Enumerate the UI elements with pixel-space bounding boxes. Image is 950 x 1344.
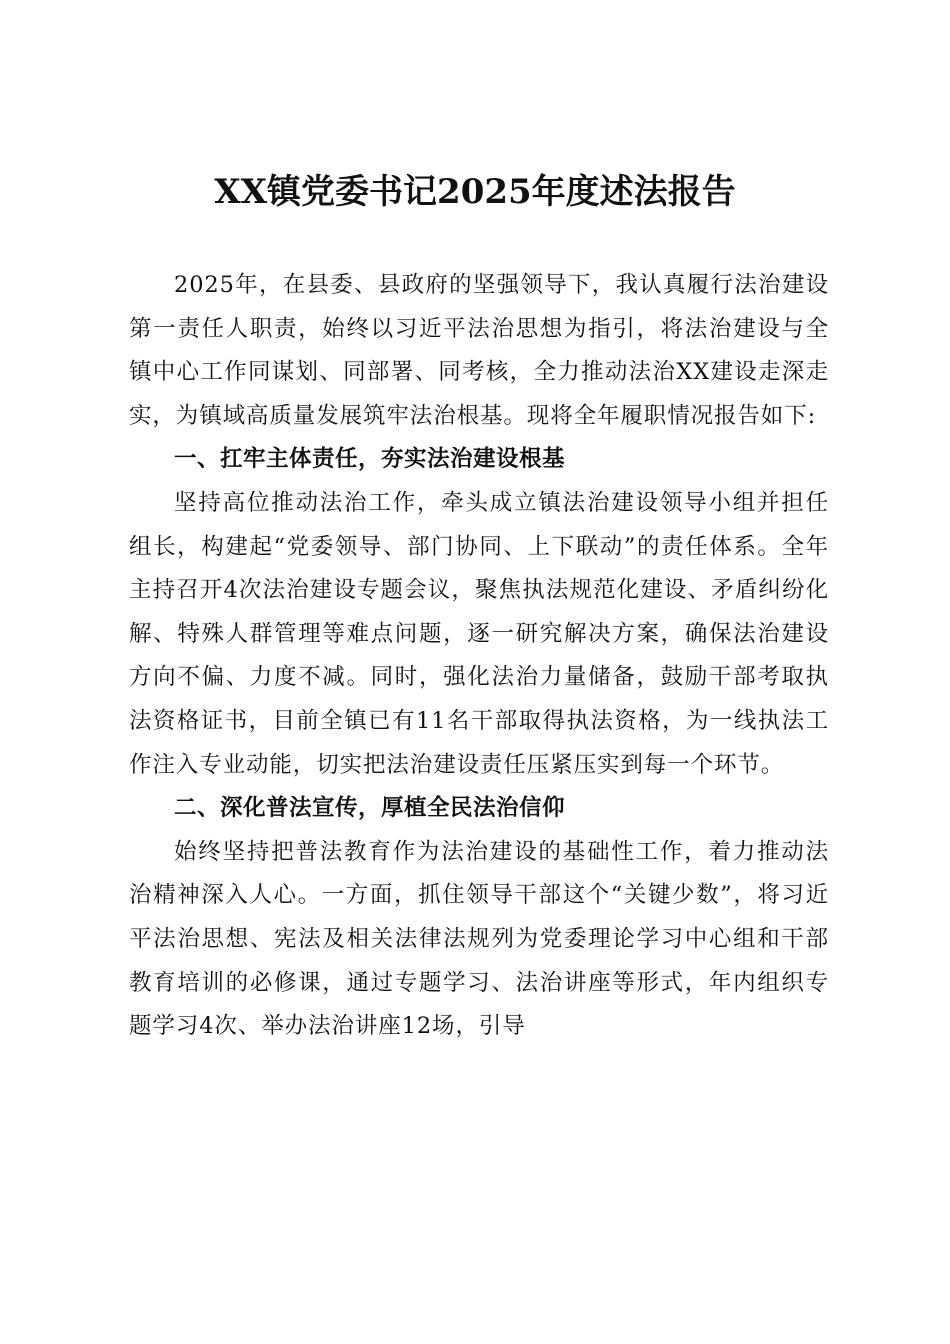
section-2-paragraph: 始终坚持把普法教育作为法治建设的基础性工作，着力推动法治精神深入人心。一方面，抓住领导干部这个“关键少数”，将习近平法治思想、宪法及相关法律法规列为党委理论学习中心组和干部教育培训的必修课，通过专题学习、法治讲座等形式，年内组织专题学习4次、举办法治讲座12场，引导 <box>129 838 829 1040</box>
intro-paragraph: 2025年，在县委、县政府的坚强领导下，我认真履行法治建设第一责任人职责，始终以习近平法治思想为指引，将法治建设与全镇中心工作同谋划、同部署、同考核，全力推动法治XX建设走深走实，为镇域高质量发展筑牢法治根基。现将全年履职情况报告如下: <box>129 272 829 429</box>
document-body <box>129 264 829 1049</box>
section-1-paragraph: 坚持高位推动法治工作，牵头成立镇法治建设领导小组并担任组长，构建起“党委领导、部门协同、上下联动”的责任体系。全年主持召开4次法治建设专题会议，聚焦执法规范化建设、矛盾纠纷化解、特殊人群管理等难点问题，逐一研究解决方案，确保法治建设方向不偏、力度不减。同时，强化法治力量储备，鼓励干部考取执法资格证书，目前全镇已有11名干部取得执法资格，为一线执法工作注入专业动能，切实把法治建设责任压紧压实到每一个环节。 <box>129 489 829 778</box>
document-title: XX镇党委书记2025年度述法报告 <box>214 172 736 212</box>
section-heading-2: 二、深化普法宣传，厚植全民法治信仰 <box>174 795 566 822</box>
section-heading-1: 一、扛牢主体责任，夯实法治建设根基 <box>174 446 566 473</box>
